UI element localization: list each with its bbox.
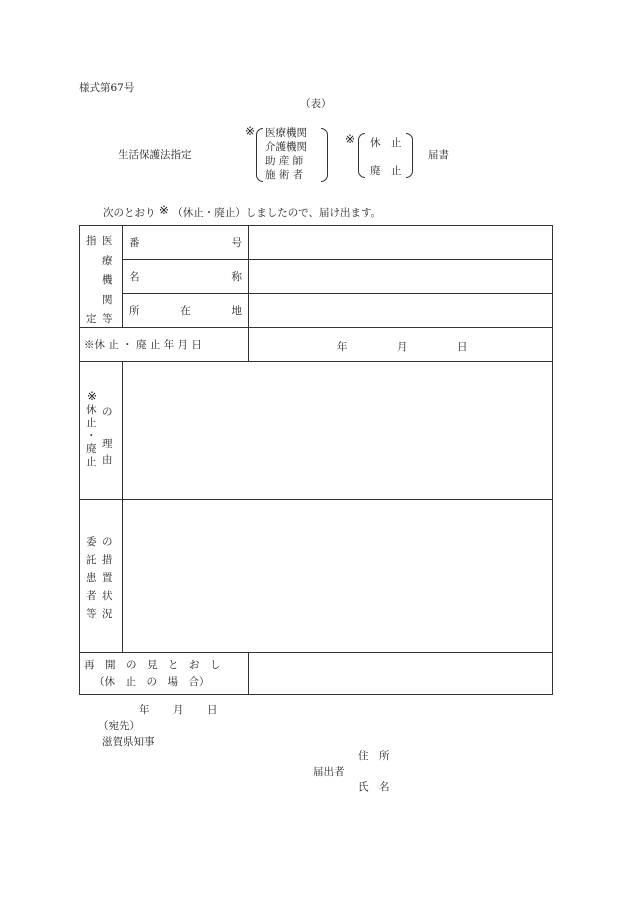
title-prefix: 生活保護法指定	[118, 149, 192, 161]
left-bracket	[256, 128, 263, 182]
facility-group-label	[80, 226, 123, 328]
intro-after: （休止・廃止）しましたので、届け出ます。	[172, 207, 382, 219]
reopen-label	[80, 653, 249, 695]
address-label: 住 所	[358, 750, 390, 762]
form-number: 様式第67号	[79, 82, 135, 94]
addressee: 滋賀県知事	[102, 736, 155, 748]
reason-label-col2: の 理 由	[102, 406, 113, 466]
location-field[interactable]	[249, 294, 553, 328]
name-label: 氏 名	[358, 781, 390, 793]
reference-mark: ※	[87, 389, 98, 403]
name-label: 名 称	[123, 260, 249, 294]
facility-type: 助 産 師	[265, 155, 304, 167]
action-suspend: 休 止	[370, 137, 402, 149]
number-field[interactable]	[249, 226, 553, 260]
addressee-note: （宛先）	[98, 720, 140, 732]
reason-label	[80, 362, 123, 500]
intro-before: 次のとおり	[103, 207, 156, 219]
right-bracket	[321, 128, 328, 182]
number-label: 番 号	[123, 226, 249, 260]
reference-mark: ※	[158, 203, 169, 217]
title-suffix: 届書	[428, 149, 449, 161]
action-abolish: 廃 止	[370, 165, 402, 177]
patient-label-col1: 委 託 患 者 等	[86, 536, 97, 620]
footer-year-label: 年	[139, 704, 150, 716]
patient-label-col2: の 措 置 状 況	[102, 536, 113, 620]
submitter-label: 届出者	[313, 766, 345, 778]
reason-label-col1: 休 止 ・ 廃 止	[86, 404, 97, 468]
reason-field[interactable]	[123, 362, 553, 500]
name-field[interactable]	[249, 260, 553, 294]
date-field[interactable]	[249, 328, 553, 362]
facility-type-list	[265, 126, 307, 182]
reopen-field[interactable]	[249, 653, 553, 695]
date-label: ※休 止 ・ 廃 止 年 月 日	[80, 328, 249, 362]
patient-measures-field[interactable]	[123, 500, 553, 653]
year-label: 年	[337, 341, 348, 353]
group-label-col2: 医 療 機 関 等	[102, 235, 113, 325]
patient-measures-label	[80, 500, 123, 653]
facility-type: 医療機関	[265, 127, 307, 139]
facility-type: 施 術 者	[265, 169, 304, 181]
reference-mark: ※	[345, 132, 356, 146]
location-label: 所 在 地	[123, 294, 249, 328]
month-label: 月	[397, 341, 408, 353]
intro-sentence	[103, 205, 381, 220]
notification-table	[79, 225, 553, 695]
footer-day-label: 日	[207, 704, 218, 716]
group-label-col1: 指 定	[86, 235, 97, 325]
right-bracket	[406, 133, 413, 178]
left-bracket	[358, 133, 365, 178]
reopen-line1: 再 開 の 見 と お し	[84, 658, 221, 671]
reference-mark: ※	[245, 124, 256, 138]
footer-month-label: 月	[173, 704, 184, 716]
day-label: 日	[457, 341, 468, 353]
side-label: （表）	[300, 98, 332, 110]
reopen-line2: （休 止 の 場 合）	[94, 675, 210, 688]
facility-type: 介護機関	[265, 141, 307, 153]
